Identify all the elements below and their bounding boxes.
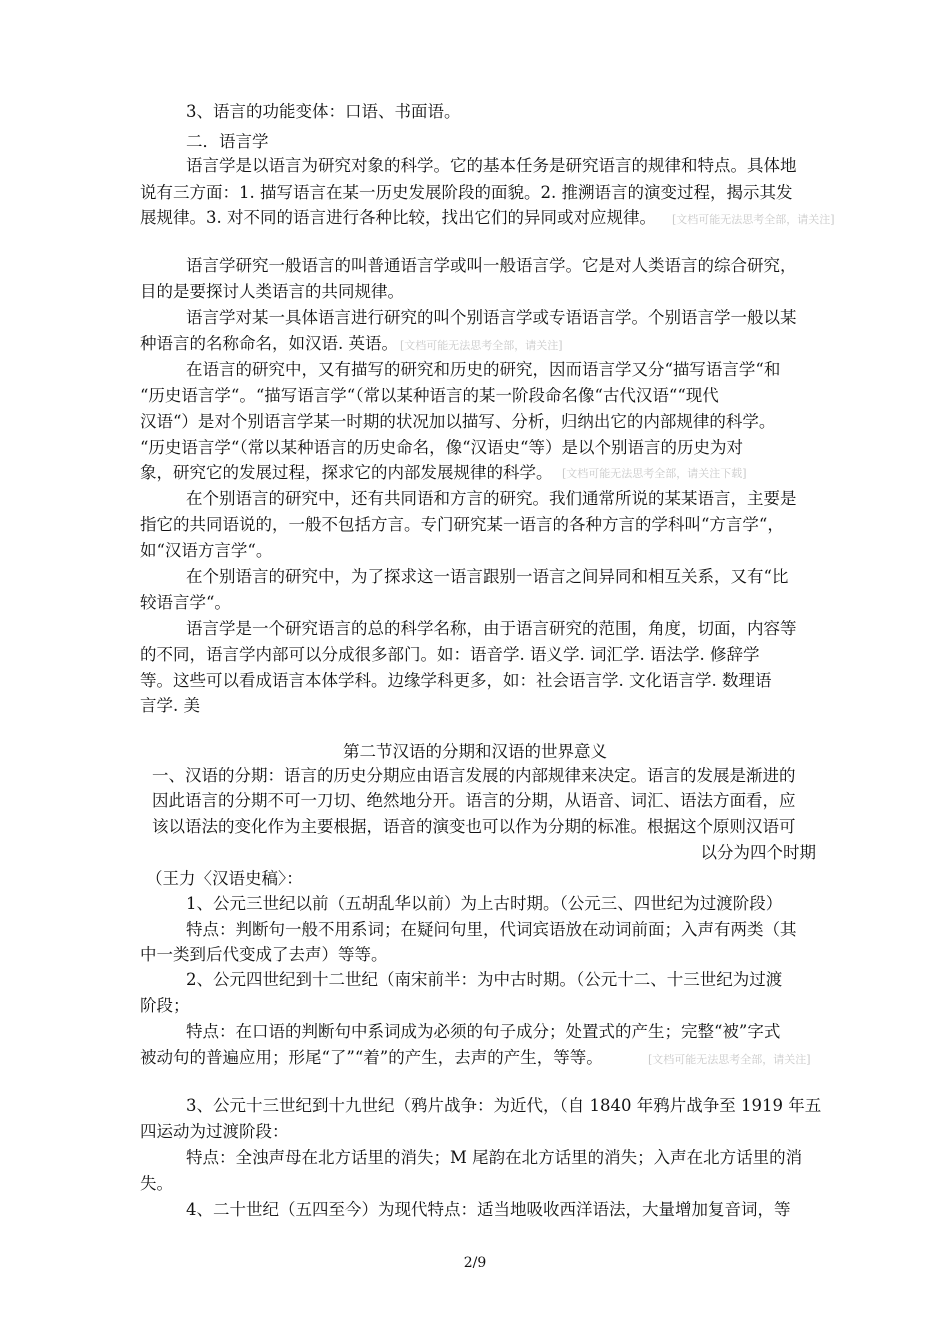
watermark-note: [文档可能无法思考全部，请关注下载] [562, 467, 747, 480]
watermark-note: [文档可能无法思考全部，请关注] [648, 1053, 811, 1066]
text-line: 特点：全浊声母在北方话里的消失；M 尾韵在北方话里的消失；入声在北方话里的消 [186, 1148, 803, 1167]
text-line: 一、汉语的分期：语言的历史分期应由语言发展的内部规律来决定。语言的发展是渐进的 [152, 766, 796, 785]
text-line: 说有三方面：1. 描写语言在某一历史发展阶段的面貌。2. 推溯语言的演变过程，揭示其发 [140, 183, 793, 202]
text-line: 如“汉语方言学“。 [140, 541, 273, 560]
text-line: 展规律。3. 对不同的语言进行各种比较，找出它们的异同或对应规律。 [140, 208, 656, 227]
text-line: 较语言学“。 [140, 593, 231, 612]
text-line: 在语言的研究中，又有描写的研究和历史的研究，因而语言学又分“描写语言学“和 [186, 360, 781, 379]
text-line: 汉语“）是对个别语言学某一时期的状况加以描写、分析，归纳出它的内部规律的科学。 [140, 412, 776, 431]
text-line: 因此语言的分期不可一刀切、绝然地分开。语言的分期，从语音、词汇、语法方面看，应 [152, 791, 796, 810]
text-line: 2、公元四世纪到十二世纪（南宋前半：为中古时期。（公元十二、十三世纪为过渡 [186, 970, 783, 989]
text-line: 象，研究它的发展过程，探求它的内部发展规律的科学。 [140, 463, 553, 482]
text-line: 该以语法的变化作为主要根据，语音的演变也可以作为分期的标准。根据这个原则汉语可 [152, 817, 796, 836]
text-line: 等。这些可以看成语言本体学科。边缘学科更多，如：社会语言学. 文化语言学. 数理语 [140, 671, 772, 690]
text-line: 3、公元十三世纪到十九世纪（鸦片战争：为近代，（自 1840 年鸦片战争至 1919 年五 [186, 1096, 822, 1115]
text-line: 语言学是以语言为研究对象的科学。它的基本任务是研究语言的规律和特点。具体地 [186, 156, 797, 175]
text-line: 阶段； [140, 996, 190, 1015]
text-line: 3、语言的功能变体：口语、书面语。 [186, 102, 461, 121]
text-line: 目的是要探讨人类语言的共同规律。 [140, 282, 404, 301]
text-line: “历史语言学“。“描写语言学“（常以某种语言的某一阶段命名像“古代汉语““现代 [140, 386, 719, 405]
text-line: 失。 [140, 1174, 173, 1193]
text-line: 特点：判断句一般不用系词；在疑问句里，代词宾语放在动词前面；入声有两类（其 [186, 920, 797, 939]
text-line: 4、二十世纪（五四至今）为现代特点：适当地吸收西洋语法，大量增加复音词，等 [186, 1200, 791, 1219]
text-line: 言学. 美 [140, 696, 200, 715]
page-number: 2/9 [463, 1255, 487, 1271]
watermark-note: [文档可能无法思考全部，请关注] [400, 339, 563, 352]
text-line: （王力〈汉语史稿〉： [146, 869, 303, 888]
text-line: 语言学对某一具体语言进行研究的叫个别语言学或专语语言学。个别语言学一般以某 [186, 308, 797, 327]
text-line: 指它的共同语说的，一般不包括方言。专门研究某一语言的各种方言的学科叫“方言学“， [140, 515, 784, 534]
text-line: 被动句的普遍应用；形尾“了”“着”的产生，去声的产生，等等。 [140, 1048, 603, 1067]
text-line: 在个别语言的研究中，还有共同语和方言的研究。我们通常所说的某某语言，主要是 [186, 489, 797, 508]
text-line: 1、公元三世纪以前（五胡乱华以前）为上古时期。（公元三、四世纪为过渡阶段） [186, 894, 783, 913]
text-line: 语言学是一个研究语言的总的科学名称，由于语言研究的范围，角度，切面，内容等 [186, 619, 797, 638]
section-heading: 二．语言学 [186, 132, 269, 151]
text-line: 以分为四个时期 [700, 843, 816, 862]
watermark-note: [文档可能无法思考全部，请关注] [672, 213, 835, 226]
text-line: 种语言的名称命名，如汉语. 英语。 [140, 334, 398, 353]
text-line: 的不同，语言学内部可以分成很多部门。如：语音学. 语义学. 词汇学. 语法学. 修辞学 [140, 645, 760, 664]
text-line: “历史语言学“（常以某种语言的历史命名，像“汉语史“等）是以个别语言的历史为对 [140, 438, 743, 457]
text-line: 中一类到后代变成了去声）等等。 [140, 945, 388, 964]
section-title: 第二节汉语的分期和汉语的世界意义 [343, 742, 607, 761]
text-line: 四运动为过渡阶段： [140, 1122, 289, 1141]
text-line: 特点：在口语的判断句中系词成为必须的句子成分；处置式的产生；完整“被”字式 [186, 1022, 781, 1041]
text-line: 语言学研究一般语言的叫普通语言学或叫一般语言学。它是对人类语言的综合研究， [186, 256, 797, 275]
text-line: 在个别语言的研究中，为了探求这一语言跟别一语言之间异同和相互关系，又有“比 [186, 567, 789, 586]
